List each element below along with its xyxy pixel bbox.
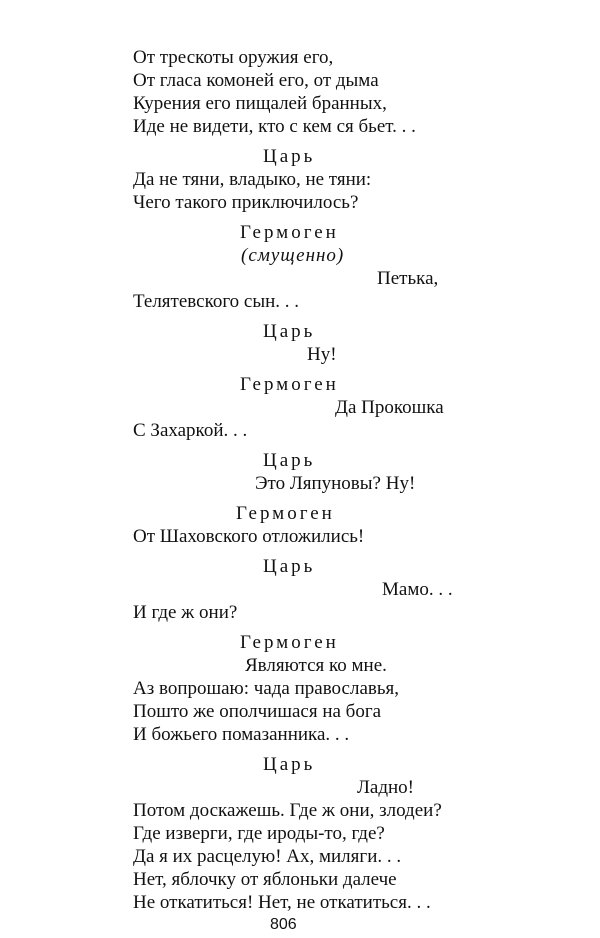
speaker-name: Гермоген [240, 374, 339, 395]
verse-line: Где изверги, где ироды-то, где? [133, 823, 385, 844]
verse-line: От Шаховского отложились! [133, 526, 365, 547]
speaker-name: Гермоген [240, 632, 339, 653]
speaker-name: Царь [263, 450, 316, 471]
verse-line: Не откатиться! Нет, не откатиться. . . [133, 892, 431, 913]
verse-line: Курения его пищалей бранных, [133, 93, 387, 114]
verse-line: Да не тяни, владыко, не тяни: [133, 169, 372, 190]
verse-line: Пошто же ополчишася на бога [133, 701, 382, 722]
speaker-name: Царь [263, 556, 316, 577]
verse-line: Это Ляпуновы? Ну! [255, 473, 416, 494]
verse-line: Да Прокошка [335, 397, 444, 418]
verse-line: И где ж они? [133, 602, 238, 623]
page-number: 806 [270, 916, 297, 933]
verse-line: Ладно! [357, 777, 414, 798]
verse-line: От гласа комоней его, от дыма [133, 70, 379, 91]
speaker-name: Царь [263, 146, 316, 167]
speaker-name: Царь [263, 754, 316, 775]
verse-line: Телятевского сын. . . [133, 291, 300, 312]
verse-line: Иде не видети, кто с кем ся бьет. . . [133, 116, 416, 137]
verse-line: Являются ко мне. [245, 655, 387, 676]
stage-direction: (смущенно) [241, 245, 345, 266]
verse-line: Да я их расцелую! Ах, миляги. . . [133, 846, 402, 867]
verse-line: Нет, яблочку от яблоньки далече [133, 869, 397, 890]
verse-line: Мамо. . . [382, 579, 453, 600]
verse-line: Аз вопрошаю: чада православья, [133, 678, 399, 699]
verse-line: С Захаркой. . . [133, 420, 248, 441]
verse-line: И божьего помазанника. . . [133, 724, 350, 745]
verse-line: Петька, [377, 268, 439, 289]
verse-line: Потом доскажешь. Где ж они, злодеи? [133, 800, 442, 821]
verse-line: Чего такого приключилось? [133, 192, 359, 213]
speaker-name: Царь [263, 321, 316, 342]
verse-line: От трескоты оружия его, [133, 47, 334, 68]
speaker-name: Гермоген [236, 503, 335, 524]
speaker-name: Гермоген [240, 222, 339, 243]
verse-line: Ну! [307, 344, 337, 365]
